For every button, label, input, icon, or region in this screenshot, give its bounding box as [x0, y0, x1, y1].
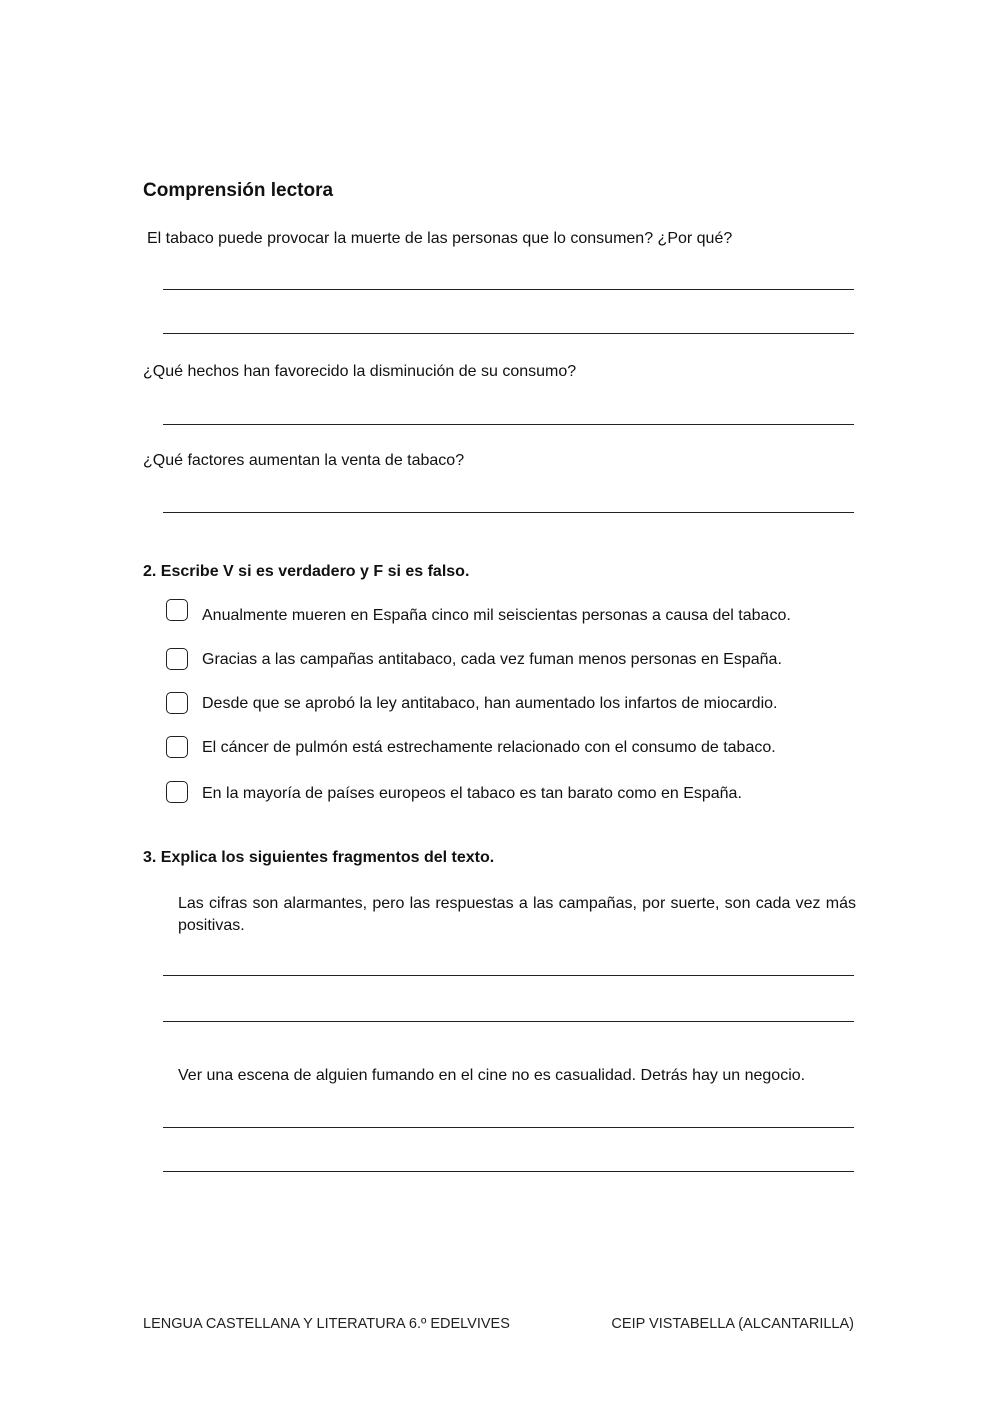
true-false-checkbox[interactable] [166, 781, 188, 803]
answer-line[interactable] [163, 975, 854, 976]
statement: Desde que se aprobó la ley antitabaco, han aumentado los infartos de miocardio. [202, 695, 778, 712]
question-3: ¿Qué factores aumentan la venta de tabaco? [143, 452, 465, 469]
statement: Anualmente mueren en España cinco mil seiscientas personas a causa del tabaco. [202, 607, 791, 624]
question-1: El tabaco puede provocar la muerte de las personas que lo consumen? ¿Por qué? [147, 230, 733, 247]
true-false-checkbox[interactable] [166, 692, 188, 714]
statement: Gracias a las campañas antitabaco, cada vez fuman menos personas en España. [202, 651, 782, 668]
answer-line[interactable] [163, 1021, 854, 1022]
true-false-checkbox[interactable] [166, 736, 188, 758]
section-title: Comprensión lectora [143, 180, 334, 201]
exercise-3-title: 3. Explica los siguientes fragmentos del texto. [143, 849, 495, 866]
footer-left: LENGUA CASTELLANA Y LITERATURA 6.º EDELVIVES [143, 1316, 510, 1332]
question-2: ¿Qué hechos han favorecido la disminución de su consumo? [143, 363, 577, 380]
answer-line[interactable] [163, 289, 854, 290]
footer-right: CEIP VISTABELLA (ALCANTARILLA) [611, 1316, 854, 1332]
answer-line[interactable] [163, 1127, 854, 1128]
fragment-2: Ver una escena de alguien fumando en el cine no es casualidad. Detrás hay un negocio. [178, 1067, 806, 1084]
statement: El cáncer de pulmón está estrechamente relacionado con el consumo de tabaco. [202, 739, 776, 756]
answer-line[interactable] [163, 512, 854, 513]
true-false-checkbox[interactable] [166, 648, 188, 670]
answer-line[interactable] [163, 333, 854, 334]
answer-line[interactable] [163, 424, 854, 425]
exercise-2-title: 2. Escribe V si es verdadero y F si es falso. [143, 563, 470, 580]
true-false-checkbox[interactable] [166, 599, 188, 621]
fragment-1: Las cifras son alarmantes, pero las respuestas a las campañas, por suerte, son cada vez más positivas. [178, 895, 856, 934]
answer-line[interactable] [163, 1171, 854, 1172]
statement: En la mayoría de países europeos el tabaco es tan barato como en España. [202, 785, 742, 802]
